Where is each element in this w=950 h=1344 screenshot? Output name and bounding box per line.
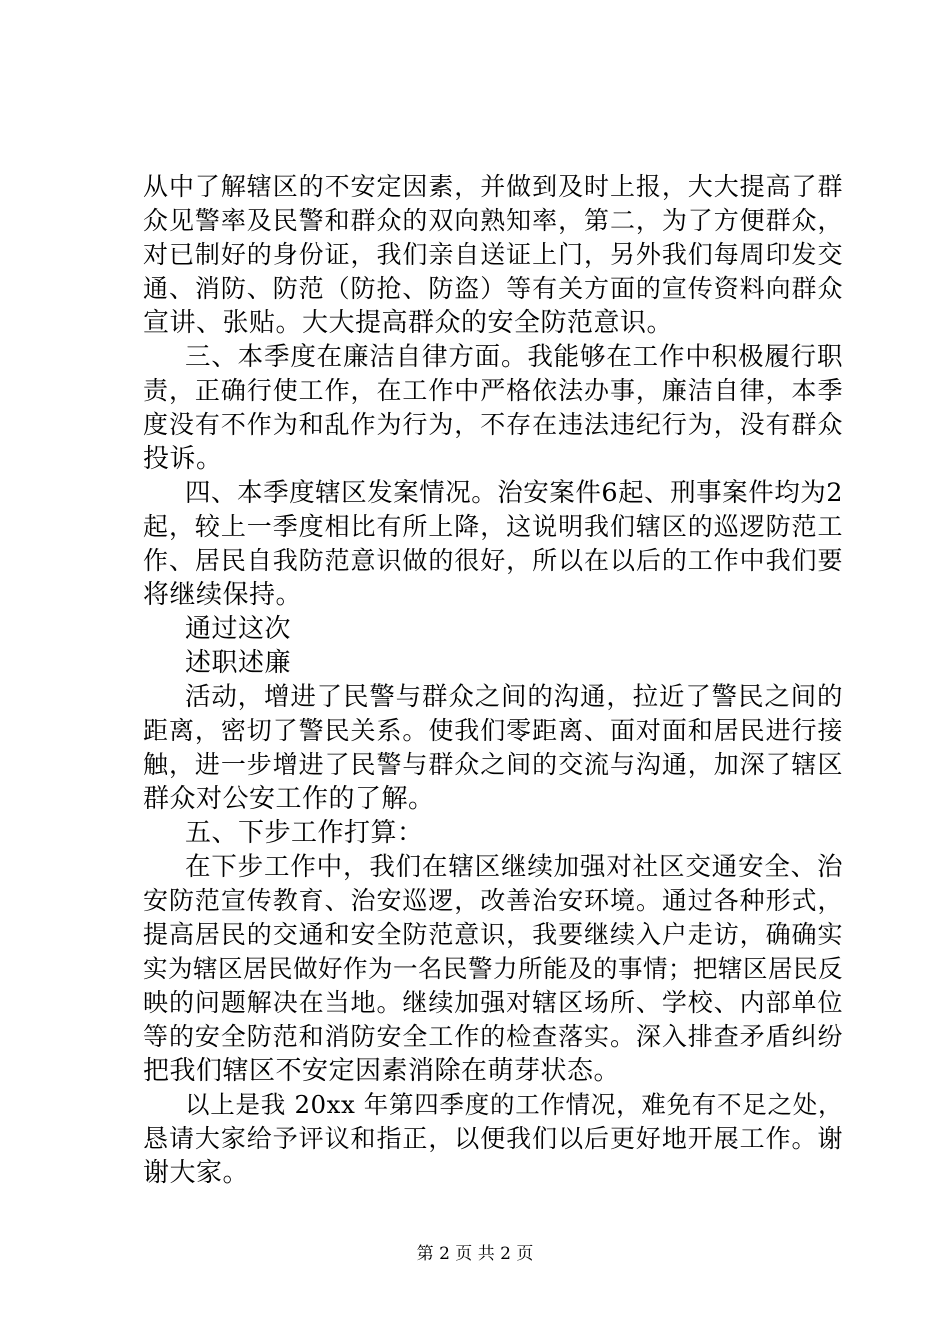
text-line: 群众对公安工作的了解。 [143, 784, 435, 814]
document-body [143, 170, 843, 1190]
text-line: 将继续保持。 [143, 580, 303, 610]
text-line: 在下步工作中，我们在辖区继续加强对社区交通安全、治 [185, 852, 843, 882]
text-line: 责，正确行使工作，在工作中严格依法办事，廉洁自律，本季 [143, 376, 843, 405]
text-line: 把我们辖区不安定因素消除在萌芽状态。 [143, 1056, 621, 1086]
page-number-label: 第 2 页 共 2 页 [416, 1244, 534, 1264]
text-line: 提高居民的交通和安全防范意识，我要继续入户走访，确确实 [143, 920, 843, 949]
text-line: 通过这次 [185, 614, 292, 644]
text-line: 从中了解辖区的不安定因素，并做到及时上报，大大提高了群 [143, 172, 843, 201]
text-line: 通、消防、防范（防抢、防盗）等有关方面的宣传资料向群众 [143, 274, 843, 303]
text-line: 众见警率及民警和群众的双向熟知率，第二，为了方便群众， [143, 206, 843, 235]
text-line: 三、本季度在廉洁自律方面。我能够在工作中积极履行职 [185, 342, 843, 372]
text-line: 实为辖区居民做好作为一名民警力所能及的事情；把辖区居民反 [143, 954, 843, 983]
text-line: 四、本季度辖区发案情况。治安案件6起、刑事案件均为2 [185, 478, 843, 508]
text-line: 起，较上一季度相比有所上降，这说明我们辖区的巡逻防范工 [143, 512, 843, 541]
text-line: 度没有不作为和乱作为行为，不存在违法违纪行为，没有群众 [143, 410, 843, 439]
text-line: 述职述廉 [185, 648, 292, 678]
text-line: 触，进一步增进了民警与群众之间的交流与沟通，加深了辖区 [143, 750, 843, 779]
text-line: 等的安全防范和消防安全工作的检查落实。深入排查矛盾纠纷 [143, 1022, 843, 1051]
text-line: 映的问题解决在当地。继续加强对辖区场所、学校、内部单位 [143, 988, 843, 1017]
text-line: 对已制好的身份证，我们亲自送证上门，另外我们每周印发交 [143, 240, 843, 269]
page-footer [0, 1242, 950, 1266]
text-line: 作、居民自我防范意识做的很好，所以在以后的工作中我们要 [143, 546, 843, 575]
text-line: 投诉。 [143, 444, 223, 474]
text-line: 活动，增进了民警与群众之间的沟通，拉近了警民之间的 [185, 682, 843, 712]
text-line: 谢大家。 [143, 1158, 250, 1188]
text-line: 距离，密切了警民关系。使我们零距离、面对面和居民进行接 [143, 716, 843, 745]
text-line: 恳请大家给予评议和指正，以便我们以后更好地开展工作。谢 [143, 1124, 843, 1153]
text-line: 宣讲、张贴。大大提高群众的安全防范意识。 [143, 308, 674, 338]
text-line: 五、下步工作打算： [185, 818, 424, 848]
text-line: 安防范宣传教育、治安巡逻，改善治安环境。通过各种形式， [143, 886, 843, 915]
text-line: 以上是我 20xx 年第四季度的工作情况，难免有不足之处， [185, 1090, 843, 1119]
